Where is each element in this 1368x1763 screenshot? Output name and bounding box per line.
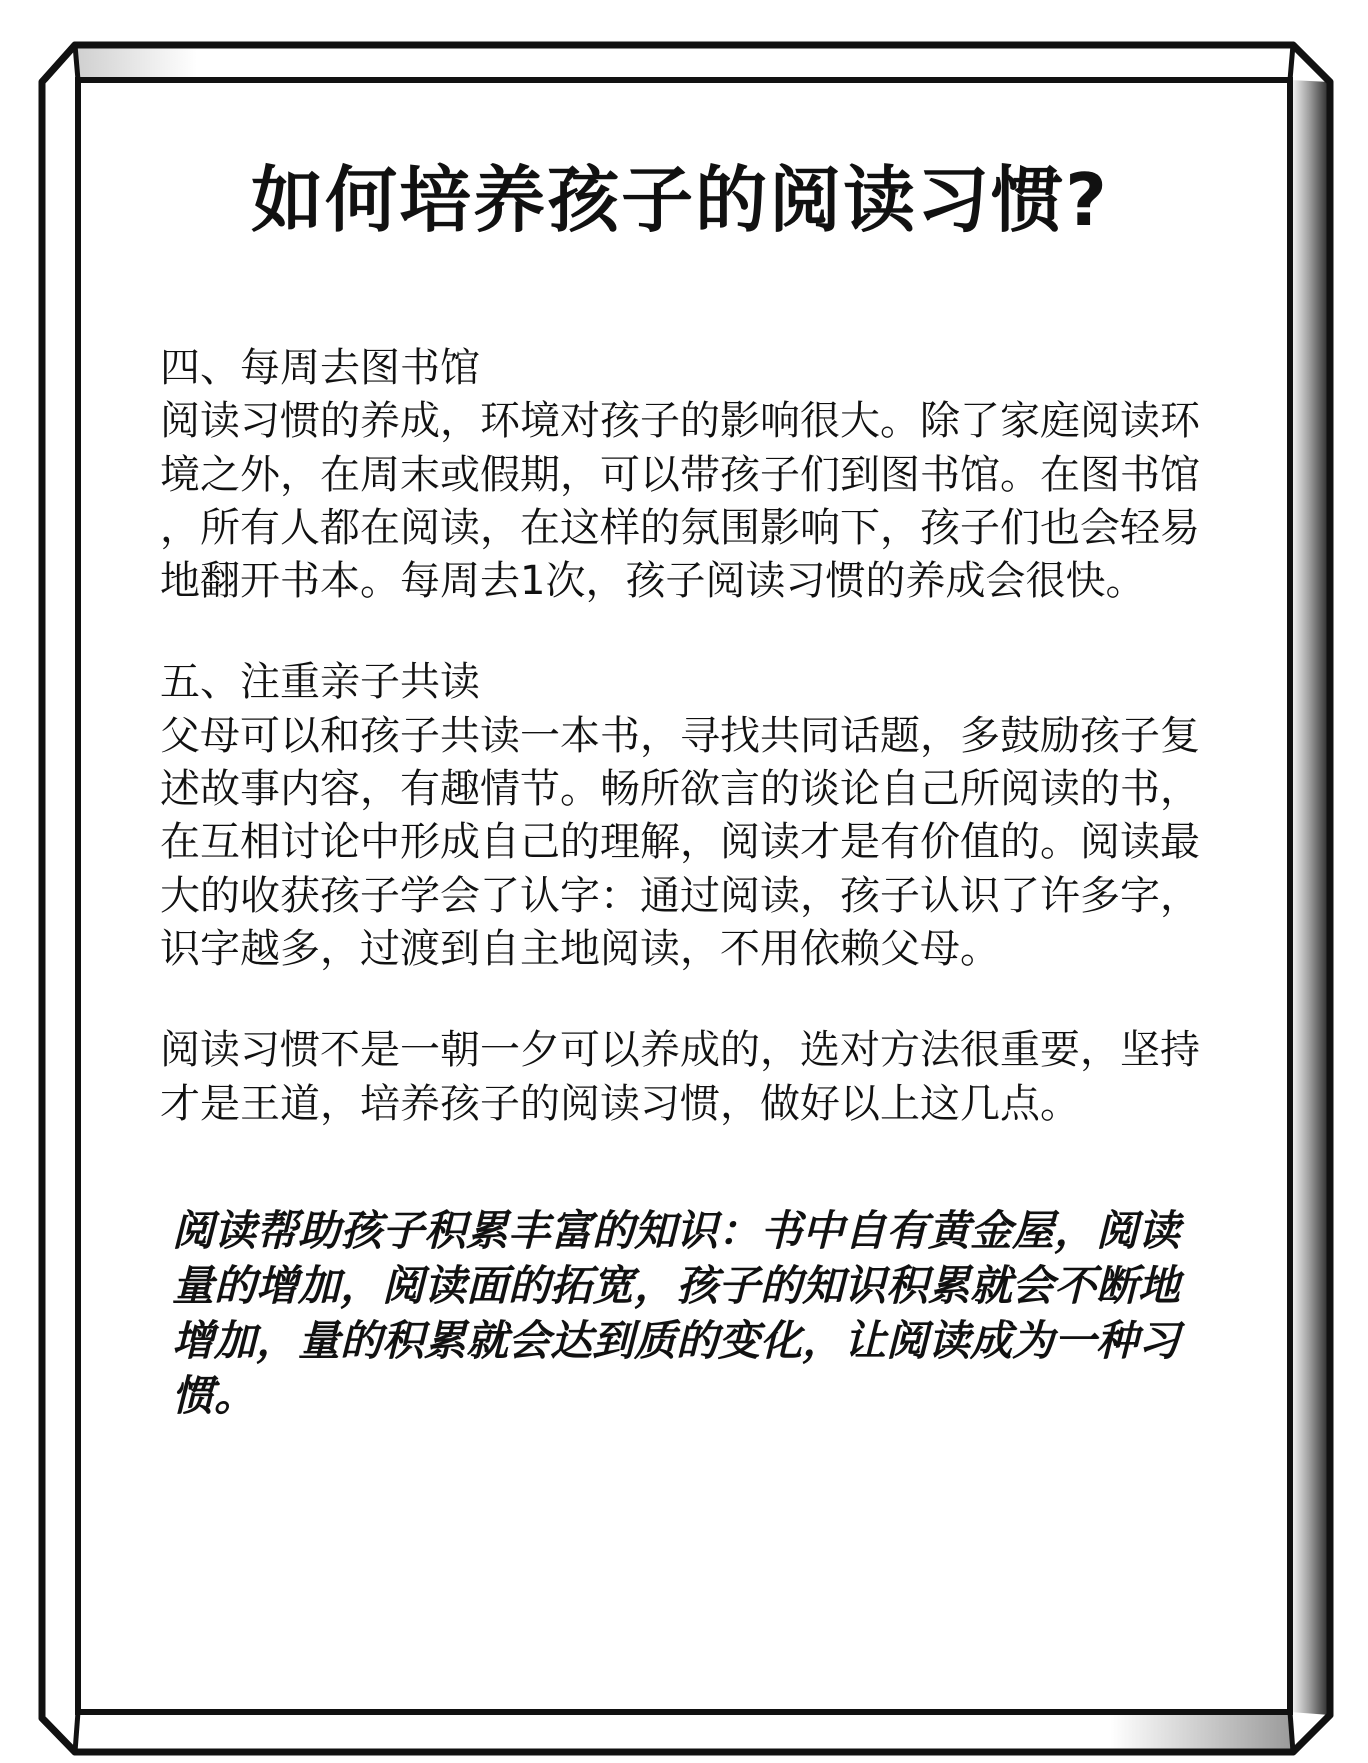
section-library (160, 342, 1220, 608)
section-body: 父母可以和孩子共读一本书，寻找共同话题，多鼓励孩子复述故事内容，有趣情节。畅所欲言的谈论自己所阅读的书，在互相讨论中形成自己的理解，阅读才是有价值的。阅读最大的收获孩子学会了认字：通过阅读，孩子认识了许多字，识字越多，过渡到自主地阅读，不用依赖父母。 (160, 712, 1200, 972)
section-heading: 四、每周去图书馆 (160, 345, 480, 391)
section-body: 阅读习惯的养成，环境对孩子的影响很大。除了家庭阅读环境之外，在周末或假期，可以带孩子们到图书馆。在图书馆，所有人都在阅读，在这样的氛围影响下，孩子们也会轻易地翻开书本。每周去1次，孩子阅读习惯的养成会很快。 (160, 398, 1200, 605)
section-shared-reading (160, 656, 1220, 976)
conclusion-paragraph: 阅读习惯不是一朝一夕可以养成的，选对方法很重要，坚持才是王道，培养孩子的阅读习惯，做好以上这几点。 (160, 1027, 1200, 1127)
page-title: 如何培养孩子的阅读习惯? (251, 158, 1109, 242)
highlight-quote: 阅读帮助孩子积累丰富的知识：书中自有黄金屋，阅读量的增加，阅读面的拓宽，孩子的知识积累就会不断地增加，量的积累就会达到质的变化，让阅读成为一种习惯。 (172, 1205, 1181, 1420)
article (160, 150, 1220, 1465)
section-heading: 五、注重亲子共读 (160, 659, 480, 706)
